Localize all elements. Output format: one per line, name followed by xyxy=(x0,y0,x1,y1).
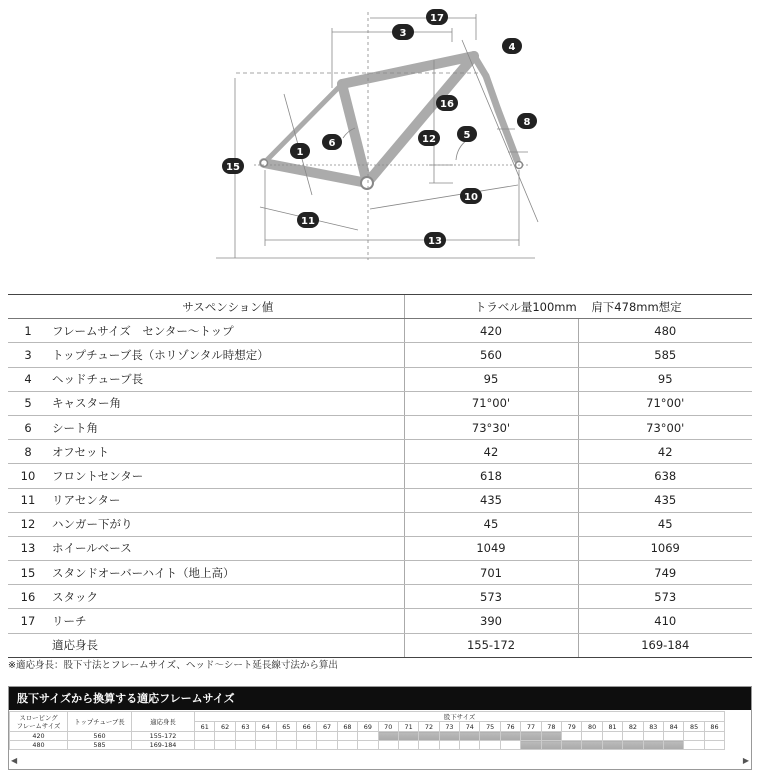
spec-value-1: 420 xyxy=(404,319,578,343)
badge-15 xyxy=(222,158,244,174)
inseam-size: 78 xyxy=(541,722,561,732)
inseam-size: 86 xyxy=(704,722,724,732)
empty-cell xyxy=(663,732,683,741)
empty-cell xyxy=(256,732,276,741)
empty-cell xyxy=(500,741,520,750)
spec-value-1: 42 xyxy=(404,440,578,464)
fit-range-cell xyxy=(541,732,561,741)
inseam-size: 85 xyxy=(684,722,704,732)
empty-cell xyxy=(337,732,357,741)
inseam-size: 80 xyxy=(582,722,602,732)
inseam-size: 67 xyxy=(317,722,337,732)
fit-range-cell xyxy=(500,732,520,741)
header-label: サスペンション値 xyxy=(48,295,404,319)
geometry-spec-table xyxy=(8,294,752,658)
spec-row xyxy=(8,609,752,633)
frame-geometry-diagram xyxy=(0,0,762,290)
spec-no: 16 xyxy=(8,585,48,609)
spec-label: スタック xyxy=(48,585,404,609)
empty-cell xyxy=(296,741,316,750)
spec-row xyxy=(8,536,752,560)
spec-value-1: 560 xyxy=(404,343,578,367)
spec-row xyxy=(8,585,752,609)
empty-cell xyxy=(195,732,215,741)
spec-row xyxy=(8,464,752,488)
spec-label: フロントセンター xyxy=(48,464,404,488)
svg-text:12: 12 xyxy=(422,134,436,145)
inseam-size: 76 xyxy=(500,722,520,732)
empty-cell xyxy=(704,741,724,750)
spec-no: 8 xyxy=(8,440,48,464)
spec-value-2: 638 xyxy=(578,464,752,488)
col-sloping-frame xyxy=(10,712,68,732)
inseam-size: 82 xyxy=(623,722,643,732)
spec-row xyxy=(8,561,752,585)
size-chart-header-row xyxy=(10,712,725,722)
fit-range-cell xyxy=(378,732,398,741)
spec-value-1: 573 xyxy=(404,585,578,609)
scroll-left-icon[interactable]: ◀ xyxy=(11,756,18,765)
spec-no: 3 xyxy=(8,343,48,367)
spec-value-2: 435 xyxy=(578,488,752,512)
badge-10 xyxy=(460,188,482,204)
chainstay xyxy=(264,163,367,183)
row-frame-size: 480 xyxy=(10,741,68,750)
svg-text:5: 5 xyxy=(463,130,471,141)
header-values xyxy=(404,295,752,319)
empty-cell xyxy=(358,741,378,750)
badge-12 xyxy=(418,130,440,146)
fit-range-cell xyxy=(398,732,418,741)
spec-no: 1 xyxy=(8,319,48,343)
badge-8 xyxy=(517,113,537,129)
row-height: 169-184 xyxy=(132,741,195,750)
frame-tubes xyxy=(264,56,474,183)
empty-cell xyxy=(317,732,337,741)
empty-cell xyxy=(296,732,316,741)
spec-no xyxy=(8,633,48,657)
header-no xyxy=(8,295,48,319)
fit-range-cell xyxy=(521,732,541,741)
header-col1: トラベル量100mm xyxy=(474,299,577,314)
svg-text:6: 6 xyxy=(328,138,336,149)
header-col2: 肩下478mm想定 xyxy=(591,299,682,314)
inseam-label: 股下サイズ xyxy=(195,712,725,722)
svg-text:13: 13 xyxy=(428,236,442,247)
spec-label: フレームサイズ センター〜トップ xyxy=(48,319,404,343)
row-top-tube: 585 xyxy=(68,741,132,750)
inseam-size: 65 xyxy=(276,722,296,732)
empty-cell xyxy=(419,741,439,750)
spec-value-2: 1069 xyxy=(578,536,752,560)
badge-16 xyxy=(436,95,458,111)
svg-text:1: 1 xyxy=(296,147,304,158)
empty-cell xyxy=(337,741,357,750)
col-sloping-l2: フレームサイズ xyxy=(16,721,61,730)
size-chart-panel xyxy=(8,686,752,770)
empty-cell xyxy=(562,732,582,741)
spec-row xyxy=(8,367,752,391)
spec-value-1: 45 xyxy=(404,512,578,536)
spec-row xyxy=(8,440,752,464)
fit-range-cell xyxy=(582,741,602,750)
bottom-bracket xyxy=(361,177,373,189)
spec-no: 13 xyxy=(8,536,48,560)
row-top-tube: 560 xyxy=(68,732,132,741)
svg-text:8: 8 xyxy=(523,117,531,128)
spec-no: 11 xyxy=(8,488,48,512)
spec-row xyxy=(8,633,752,657)
spec-row xyxy=(8,343,752,367)
spec-label: キャスター角 xyxy=(48,391,404,415)
spec-no: 4 xyxy=(8,367,48,391)
spec-row xyxy=(8,415,752,439)
badge-13 xyxy=(424,232,446,248)
inseam-size: 70 xyxy=(378,722,398,732)
spec-value-1: 71°00' xyxy=(404,391,578,415)
size-chart-title: 股下サイズから換算する適応フレームサイズ xyxy=(9,687,751,710)
spec-value-1: 701 xyxy=(404,561,578,585)
inseam-size: 63 xyxy=(235,722,255,732)
empty-cell xyxy=(215,732,235,741)
inseam-size: 72 xyxy=(419,722,439,732)
spec-label: ヘッドチューブ長 xyxy=(48,367,404,391)
inseam-size: 71 xyxy=(398,722,418,732)
spec-value-1: 1049 xyxy=(404,536,578,560)
empty-cell xyxy=(358,732,378,741)
empty-cell xyxy=(623,732,643,741)
spec-no: 5 xyxy=(8,391,48,415)
col-height: 適応身長 xyxy=(132,712,195,732)
inseam-size: 83 xyxy=(643,722,663,732)
spec-header-row xyxy=(8,295,752,319)
badge-6 xyxy=(322,134,342,150)
svg-text:17: 17 xyxy=(430,13,444,24)
row-frame-size: 420 xyxy=(10,732,68,741)
spec-row xyxy=(8,488,752,512)
dimension-lines xyxy=(216,12,538,260)
svg-text:15: 15 xyxy=(226,162,240,173)
empty-cell xyxy=(378,741,398,750)
inseam-size: 66 xyxy=(296,722,316,732)
inseam-size: 68 xyxy=(337,722,357,732)
empty-cell xyxy=(704,732,724,741)
spec-no: 15 xyxy=(8,561,48,585)
empty-cell xyxy=(439,741,459,750)
spec-value-1: 155-172 xyxy=(404,633,578,657)
empty-cell xyxy=(602,732,622,741)
spec-value-2: 42 xyxy=(578,440,752,464)
empty-cell xyxy=(276,741,296,750)
horizontal-scrollbar[interactable] xyxy=(9,755,751,767)
badge-5 xyxy=(457,126,477,142)
spec-label: リーチ xyxy=(48,609,404,633)
badge-1 xyxy=(290,143,310,159)
spec-label: ハンガー下がり xyxy=(48,512,404,536)
spec-no: 6 xyxy=(8,415,48,439)
spec-value-2: 480 xyxy=(578,319,752,343)
spec-label: 適応身長 xyxy=(48,633,404,657)
empty-cell xyxy=(235,732,255,741)
spec-no: 10 xyxy=(8,464,48,488)
scroll-right-icon[interactable]: ▶ xyxy=(742,756,749,765)
spec-value-1: 390 xyxy=(404,609,578,633)
size-chart-row xyxy=(10,732,725,741)
rear-axle xyxy=(261,160,268,167)
spec-value-2: 749 xyxy=(578,561,752,585)
svg-text:10: 10 xyxy=(464,192,478,203)
inseam-size: 79 xyxy=(562,722,582,732)
empty-cell xyxy=(684,741,704,750)
fit-range-cell xyxy=(623,741,643,750)
empty-cell xyxy=(582,732,602,741)
fork xyxy=(474,56,517,160)
col-top-tube: トップチューブ長 xyxy=(68,712,132,732)
svg-text:3: 3 xyxy=(399,28,407,39)
size-chart-row xyxy=(10,741,725,750)
empty-cell xyxy=(215,741,235,750)
spec-label: スタンドオーバーハイト（地上高） xyxy=(48,561,404,585)
inseam-size: 69 xyxy=(358,722,378,732)
size-chart-table xyxy=(9,711,725,750)
fit-range-cell xyxy=(460,732,480,741)
svg-text:11: 11 xyxy=(301,216,315,227)
spec-no: 17 xyxy=(8,609,48,633)
spec-value-2: 410 xyxy=(578,609,752,633)
spec-value-1: 95 xyxy=(404,367,578,391)
spec-label: シート角 xyxy=(48,415,404,439)
fit-range-cell xyxy=(419,732,439,741)
spec-value-2: 71°00' xyxy=(578,391,752,415)
inseam-size: 64 xyxy=(256,722,276,732)
spec-value-1: 73°30' xyxy=(404,415,578,439)
spec-value-2: 73°00' xyxy=(578,415,752,439)
empty-cell xyxy=(256,741,276,750)
inseam-size: 74 xyxy=(460,722,480,732)
geometry-svg xyxy=(0,0,762,290)
spec-value-2: 169-184 xyxy=(578,633,752,657)
empty-cell xyxy=(684,732,704,741)
spec-label: トップチューブ長（ホリゾンタル時想定） xyxy=(48,343,404,367)
col-sloping-l1: スローピング xyxy=(19,713,58,722)
seat-tube xyxy=(342,84,367,183)
spec-no: 12 xyxy=(8,512,48,536)
badge-4 xyxy=(502,38,522,54)
svg-text:16: 16 xyxy=(440,99,454,110)
spec-row xyxy=(8,512,752,536)
fit-range-cell xyxy=(439,732,459,741)
svg-text:4: 4 xyxy=(508,42,516,53)
fit-range-cell xyxy=(602,741,622,750)
empty-cell xyxy=(317,741,337,750)
empty-cell xyxy=(643,732,663,741)
spec-label: リアセンター xyxy=(48,488,404,512)
spec-value-2: 95 xyxy=(578,367,752,391)
empty-cell xyxy=(398,741,418,750)
fit-range-cell xyxy=(663,741,683,750)
inseam-size: 77 xyxy=(521,722,541,732)
fit-range-cell xyxy=(480,732,500,741)
empty-cell xyxy=(460,741,480,750)
badge-3 xyxy=(392,24,414,40)
fit-range-cell xyxy=(643,741,663,750)
inseam-size: 81 xyxy=(602,722,622,732)
spec-row xyxy=(8,391,752,415)
empty-cell xyxy=(480,741,500,750)
fit-range-cell xyxy=(521,741,541,750)
fit-range-cell xyxy=(541,741,561,750)
empty-cell xyxy=(276,732,296,741)
spec-value-2: 585 xyxy=(578,343,752,367)
inseam-size: 62 xyxy=(215,722,235,732)
spec-value-1: 618 xyxy=(404,464,578,488)
dimension-badges xyxy=(222,9,537,248)
spec-label: ホイールベース xyxy=(48,536,404,560)
fit-range-cell xyxy=(562,741,582,750)
spec-value-2: 45 xyxy=(578,512,752,536)
empty-cell xyxy=(195,741,215,750)
footnote: ※適応身長：股下寸法とフレームサイズ、ヘッド〜シート延長線寸法から算出 xyxy=(8,660,338,671)
spec-label: オフセット xyxy=(48,440,404,464)
inseam-size: 75 xyxy=(480,722,500,732)
inseam-size: 73 xyxy=(439,722,459,732)
badge-17 xyxy=(426,9,448,25)
inseam-size: 84 xyxy=(663,722,683,732)
spec-row xyxy=(8,319,752,343)
row-height: 155-172 xyxy=(132,732,195,741)
inseam-size: 61 xyxy=(195,722,215,732)
badge-11 xyxy=(297,212,319,228)
empty-cell xyxy=(235,741,255,750)
spec-value-2: 573 xyxy=(578,585,752,609)
spec-value-1: 435 xyxy=(404,488,578,512)
